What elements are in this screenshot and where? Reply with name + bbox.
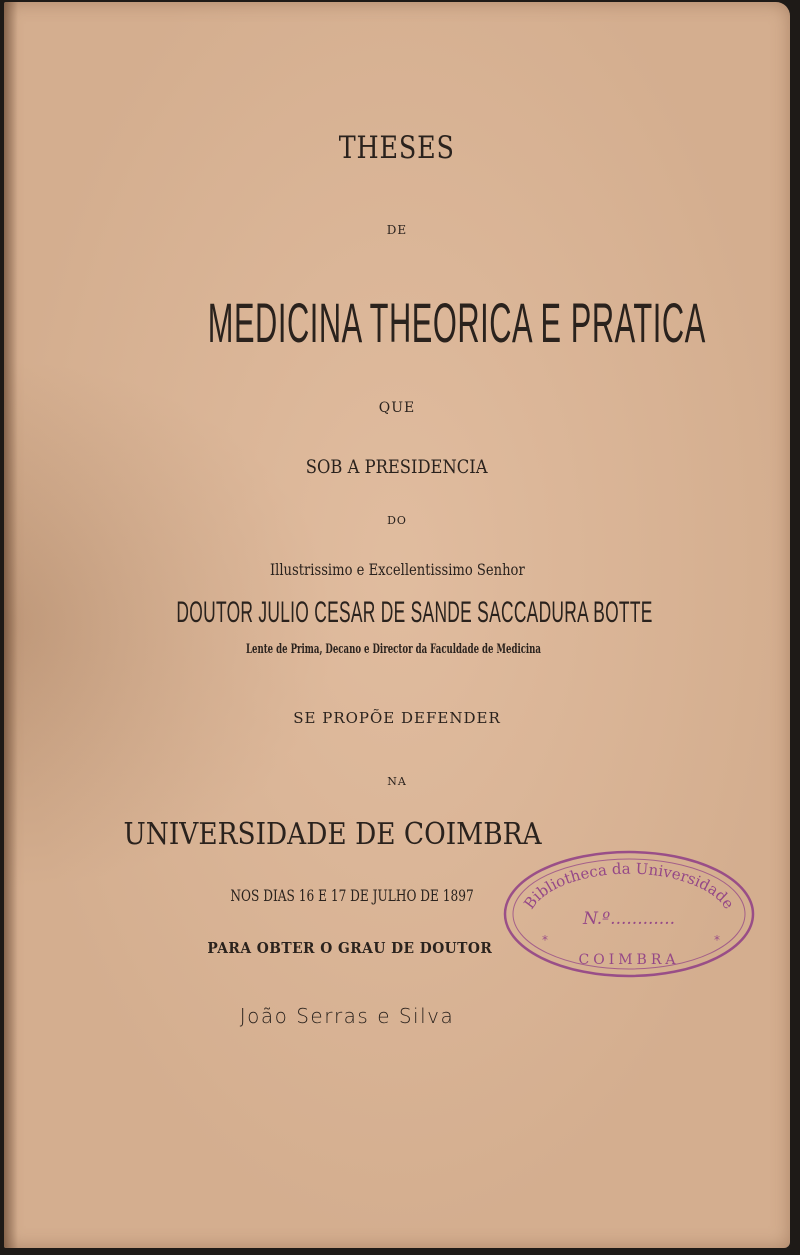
stamp-text-number: N.º............ (582, 909, 676, 929)
dates-line: NOS DIAS 16 E 17 DE JULHO DE 1897 (230, 886, 474, 905)
author-name: João Serras e Silva (239, 1004, 455, 1028)
stamp-star-right: * (714, 933, 720, 947)
defend-line: SE PROPÕE DEFENDER (293, 709, 501, 727)
word-do: DO (387, 514, 407, 527)
degree-purpose: PARA OBTER O GRAU DE DOUTOR (207, 939, 492, 957)
university-name: UNIVERSIDADE DE COIMBRA (123, 817, 543, 852)
honorific-line: Illustrissimo e Excellentissimo Senhor (269, 560, 525, 579)
thesis-heading: THESES (338, 130, 455, 166)
stamp-text-top: Bibliotheca da Universidade (520, 859, 738, 913)
stamp-text-bottom: COIMBRA (578, 952, 680, 968)
stamp-star-left: * (542, 933, 548, 947)
word-de: DE (386, 223, 408, 237)
president-role: Lente de Prima, Decano e Director da Faculdade de Medicina (245, 642, 541, 657)
word-que: QUE (378, 400, 416, 416)
presidency-line: SOB A PRESIDENCIA (306, 456, 488, 478)
word-na: NA (387, 775, 407, 788)
library-stamp (502, 848, 756, 980)
title-page (4, 2, 790, 1248)
main-title: MEDICINA THEORICA E PRATICA (207, 291, 706, 354)
president-name: DOUTOR JULIO CESAR DE SANDE SACCADURA BOTTE (176, 596, 653, 629)
